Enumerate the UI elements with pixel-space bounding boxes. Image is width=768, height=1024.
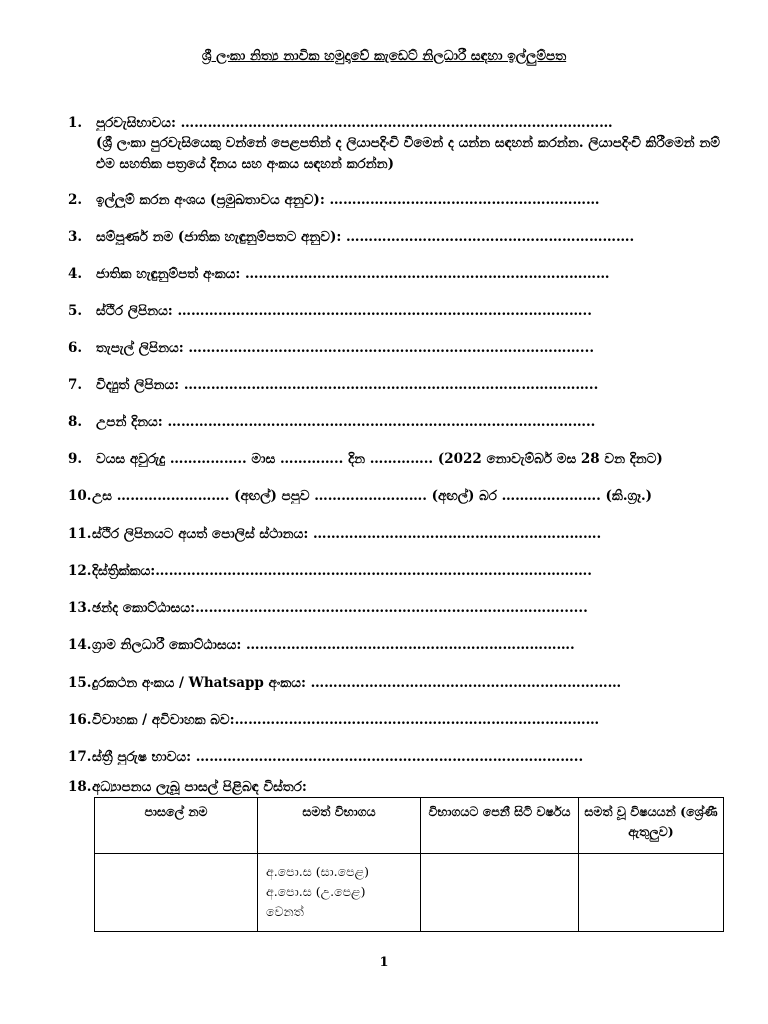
table-row bbox=[95, 854, 724, 932]
page-number: 1 bbox=[379, 955, 389, 970]
exam-other: වෙනත් bbox=[266, 904, 304, 919]
item-4: 4. ජාතික හැඳුනුම්පත් අංකය: ……………………………………………………………………… bbox=[68, 266, 610, 282]
item-2: 2. ඉල්ලුම් කරන අංශය (ප්‍රමුඛතාවය අනුව): …………………………………………………… bbox=[68, 192, 600, 208]
header-school-name: පාසලේ නම bbox=[95, 798, 258, 854]
item-17: 17.ස්ත්‍රී පුරුෂ භාවය: ………………………………………………………………………….. bbox=[68, 749, 584, 765]
exam-year-cell[interactable] bbox=[421, 854, 579, 932]
header-exam-year: විභාගයට පෙනී සිටි වර්ෂය bbox=[421, 798, 579, 854]
item-1: 1. පුරවැසිභාවය: …………………………………………………………………………………… bbox=[68, 115, 613, 131]
item-13: 13.ඡන්ද කොට්ඨාසය:………………………………………………………………………...... bbox=[68, 600, 588, 616]
exam-cell bbox=[258, 854, 421, 932]
item-15: 15.දුරකථන අංකය / Whatsapp අංකය: …………………………………………………………… bbox=[68, 675, 622, 691]
item-16: 16.විවාහක / අවිවාහක බව:……………………………………………………………………… bbox=[68, 712, 600, 728]
header-subjects-passed: සමත් වූ විෂයයන් (ශ්‍රේණී ඇතුලුව) bbox=[579, 798, 724, 854]
item-12: 12.දිස්ත්‍රික්කය:……………………………………………………………………………………. bbox=[68, 563, 592, 579]
item-6: 6. තැපැල් ලිපිනය: ……………………………………………………………………………... bbox=[68, 340, 595, 356]
item-5: 5. ස්ථිර ලිපිනය: ……………………………………………………………………………….. bbox=[68, 303, 592, 319]
school-name-cell[interactable] bbox=[95, 854, 258, 932]
item-18: 18.අධ්‍යාපනය ලැබූ පාසල් පිළිබඳ විස්තර: bbox=[68, 779, 307, 795]
item-11: 11.ස්ථිර ලිපිනයට අයත් පොලිස් ස්ථානය: ………………………………………………………. bbox=[68, 526, 602, 542]
table-header-row bbox=[95, 798, 724, 854]
exam-al: අ.පො.ස (උ.පෙළ) bbox=[266, 884, 366, 899]
item-9: 9. වයස අවුරුදු …………….. මාස ………….. දින ………….. (2022 නොවැම්බර් මස 28 වන දිනට) bbox=[68, 451, 663, 467]
form-title: ශ්‍රී ලංකා නිත්‍ය නාවික හමුදාවේ කැඩෙට් නිලධාරී සඳහා ඉල්ලුම්පත bbox=[201, 48, 567, 64]
item-8: 8. උපන් දිනය: ………………………………………………………………………………….. bbox=[68, 414, 596, 430]
item-10: 10.උස ……………………. (අඟල්) පපුව ……………………. (අඟල්) බර …………………. (කි.ග්‍රෑ.) bbox=[68, 488, 653, 504]
item-3: 3. සම්පූර්ණ නම (ජාතික හැඳුනුම්පතට අනුව): ………………………………………………………. bbox=[68, 229, 635, 245]
item-1-note: (ශ්‍රී ලංකා පුරවැසියෙකු වන්නේ පෙළපතින් ද ලියාපදිංචි වීමෙන් ද යන්න සඳහන් කරන්න. ලියාපදිංචි කිරීමෙන් නම් එම සහතික පත්‍රයේ දිනය සහ අංකය සඳහන් කරන්න) bbox=[96, 135, 721, 172]
exam-ol: අ.පො.ස (සා.පෙළ) bbox=[266, 864, 370, 879]
item-14: 14.ග්‍රාම නිලධාරී කොට්ඨාසය: ………………………………………………………………. bbox=[68, 637, 575, 653]
header-exam-passed: සමත් විභාගය bbox=[258, 798, 421, 854]
item-7: 7. විද්‍යුත් ලිපිනය: ……………………………………………………………………………….. bbox=[68, 377, 599, 393]
education-table bbox=[94, 797, 724, 932]
subjects-cell[interactable] bbox=[579, 854, 724, 932]
